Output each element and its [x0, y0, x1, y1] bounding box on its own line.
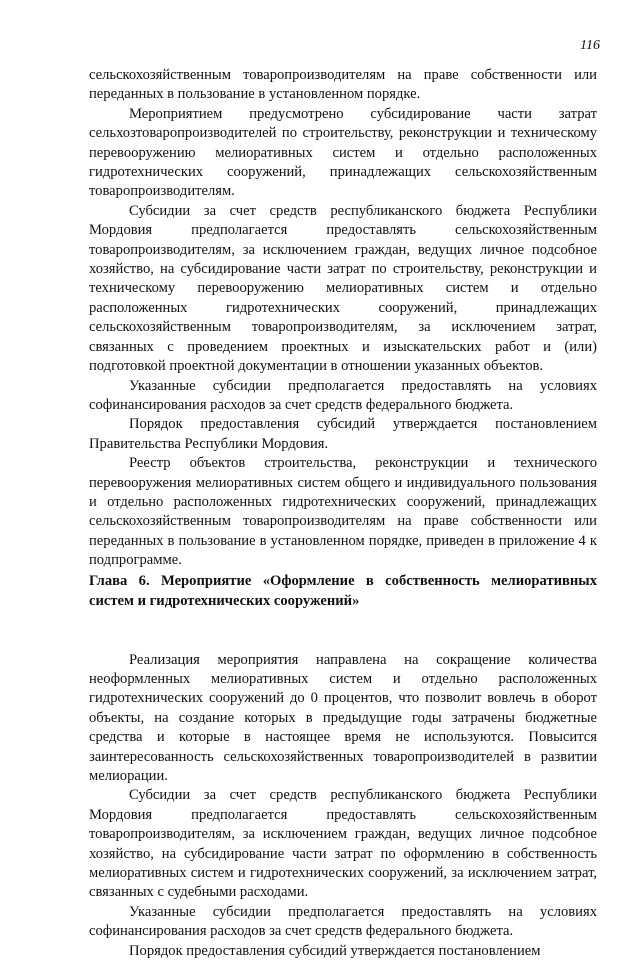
chapter-heading: Глава 6. Мероприятие «Оформление в собственность мелиоративных систем и гидротехнических сооружений» — [89, 572, 597, 609]
paragraph: Мероприятием предусмотрено субсидирование части затрат сельхозтоваропроизводителей по строительству, реконструкции и техническому перевооружению мелиоративных систем и отдельно расположенных гидротехнических сооружений, принадлежащих сельскохозяйственным товаропроизводителям. — [89, 105, 597, 200]
paragraph: Порядок предоставления субсидий утверждается постановлением — [129, 942, 541, 959]
paragraph: Реестр объектов строительства, реконструкции и технического перевооружения мелиоративных систем общего и индивидуального пользования и отдельно расположенных гидротехнических сооружений, принадлежащих сельскохозяйственным товаропроизводителям на праве собственности или переданных в пользование в установленном порядке, приведен в приложение 4 к подпрограмме. — [89, 455, 597, 569]
paragraph: Указанные субсидии предполагается предоставлять на условиях софинансирования расходов за счет средств федерального бюджета. — [89, 377, 597, 413]
paragraph: Реализация мероприятия направлена на сокращение количества неоформленных мелиоративных систем и отдельно расположенных гидротехнических сооружений до 0 процентов, что позволит вовлечь в оборот объекты, на создание которых в предыдущие годы затрачены бюджетные средства и которые в настоящее время не используются. Повысится заинтересованность сельскохозяйственных товаропроизводителей в развитии мелиорации. — [89, 651, 597, 784]
paragraph: Субсидии за счет средств республиканского бюджета Республики Мордовия предполагается предоставлять сельскохозяйственным товаропроизводителям, за исключением граждан, ведущих личное подсобное хозяйство, на субсидирование части затрат по строительству, реконструкции и техническому перевооружению мелиоративных систем и отдельно расположенных гидротехнических сооружений, принадлежащих сельскохозяйственным товаропроизводителям, за исключением затрат, связанных с проведением проектных и изыскательских работ и (или) подготовкой проектной документации в отношении указанных объектов. — [89, 202, 597, 375]
section-spacer — [89, 611, 597, 651]
paragraph: Указанные субсидии предполагается предоставлять на условиях софинансирования расходов за счет средств федерального бюджета. — [89, 903, 597, 940]
paragraph: Субсидии за счет средств республиканского бюджета Республики Мордовия предполагается предоставлять сельскохозяйственным товаропроизводителям, за исключением граждан, ведущих личное подсобное хозяйство, на субсидирование части затрат по оформлению в собственность мелиоративных систем и гидротехнических сооружений, за исключением затрат, связанных с судебными расходами. — [89, 787, 597, 901]
document-body — [89, 66, 597, 961]
page-number: 116 — [580, 38, 600, 53]
paragraph: Порядок предоставления субсидий утверждается постановлением Правительства Республики Мордовия. — [89, 416, 597, 452]
paragraph: сельскохозяйственным товаропроизводителям на праве собственности или переданных в пользование в установленном порядке. — [89, 67, 597, 103]
